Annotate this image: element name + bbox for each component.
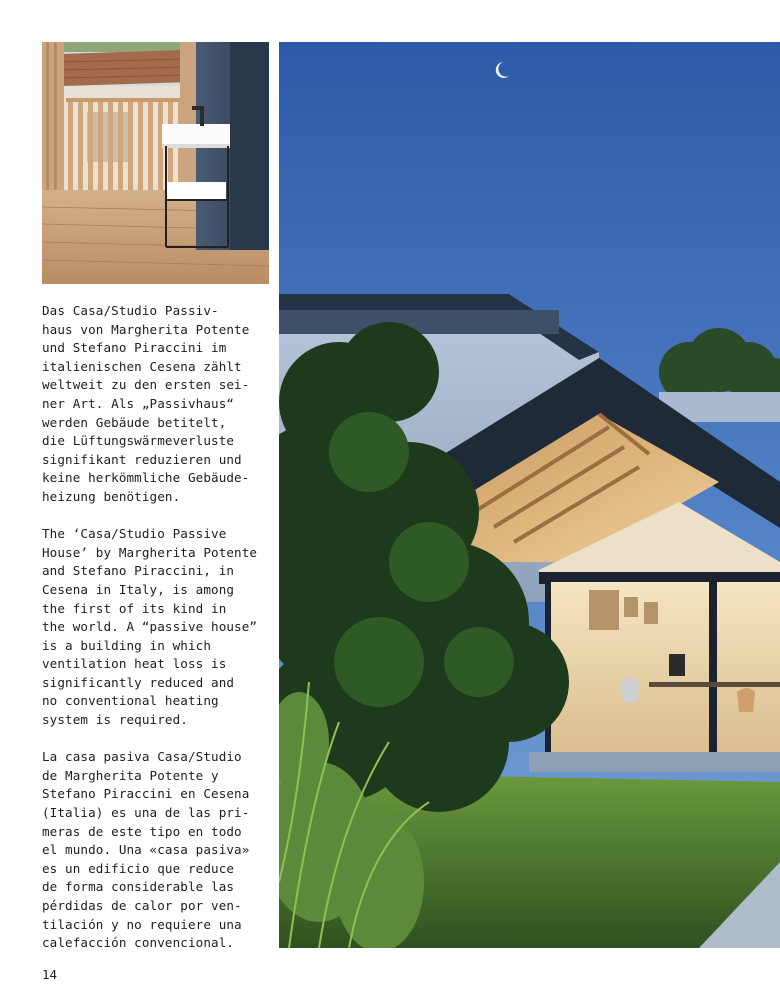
paragraph-spanish [42, 748, 274, 953]
text-line: Das Casa/Studio Passiv- [42, 303, 219, 318]
text-line: ventilation heat loss is [42, 656, 227, 672]
text-line: de Margherita Potente y [42, 767, 219, 783]
text-line: (Italia) es una de las pri- [42, 805, 250, 821]
text-line: is a building in which [42, 637, 212, 653]
page-number: 14 [42, 967, 58, 982]
text-line: significantly reduced and [42, 674, 235, 690]
text-line: heizung benötigen. [42, 488, 181, 504]
text-line: The ‘Casa/Studio Passive [42, 526, 227, 542]
text-line: La casa pasiva Casa/Studio [42, 749, 242, 765]
text-line: pérdidas de calor por ven- [42, 898, 242, 913]
text-line: keine herkömmliche Gebäude- [42, 470, 250, 486]
text-line: de forma considerable las [42, 879, 235, 895]
text-line: es un edificio que reduce [42, 860, 235, 876]
article-text [42, 302, 274, 971]
text-line: die Lüftungswärmeverluste [42, 433, 235, 449]
text-line: el mundo. Una «casa pasiva» [42, 842, 250, 858]
text-line: und Stefano Piraccini im [42, 340, 227, 356]
text-line: tilación y no requiere una [42, 916, 242, 932]
text-line: Cesena in Italy, is among [42, 581, 235, 597]
paragraph-german [42, 302, 274, 507]
text-line: signifikant reduzieren und [42, 451, 242, 467]
text-line: the first of its kind in [42, 600, 227, 616]
text-line: system is required. [42, 712, 188, 728]
text-line: meras de este tipo en todo [42, 823, 242, 839]
text-line: weltweit zu den ersten sei- [42, 377, 250, 393]
passive-house-dusk-photo [279, 42, 780, 948]
text-line: haus von Margherita Potente [42, 321, 250, 337]
text-line: Stefano Piraccini en Cesena [42, 786, 250, 802]
text-line: werden Gebäude betitelt, [42, 414, 227, 430]
text-line: House’ by Margherita Potente [42, 544, 258, 560]
text-line: no conventional heating [42, 693, 219, 709]
text-line: ner Art. Als „Passivhaus“ [42, 395, 235, 411]
text-line: calefacción convencional. [42, 935, 235, 951]
text-line: italienischen Cesena zählt [42, 358, 242, 374]
text-line: the world. A “passive house” [42, 619, 258, 635]
text-line: and Stefano Piraccini, in [42, 563, 235, 579]
paragraph-english [42, 525, 274, 730]
balcony-washbasin-photo [42, 42, 269, 284]
